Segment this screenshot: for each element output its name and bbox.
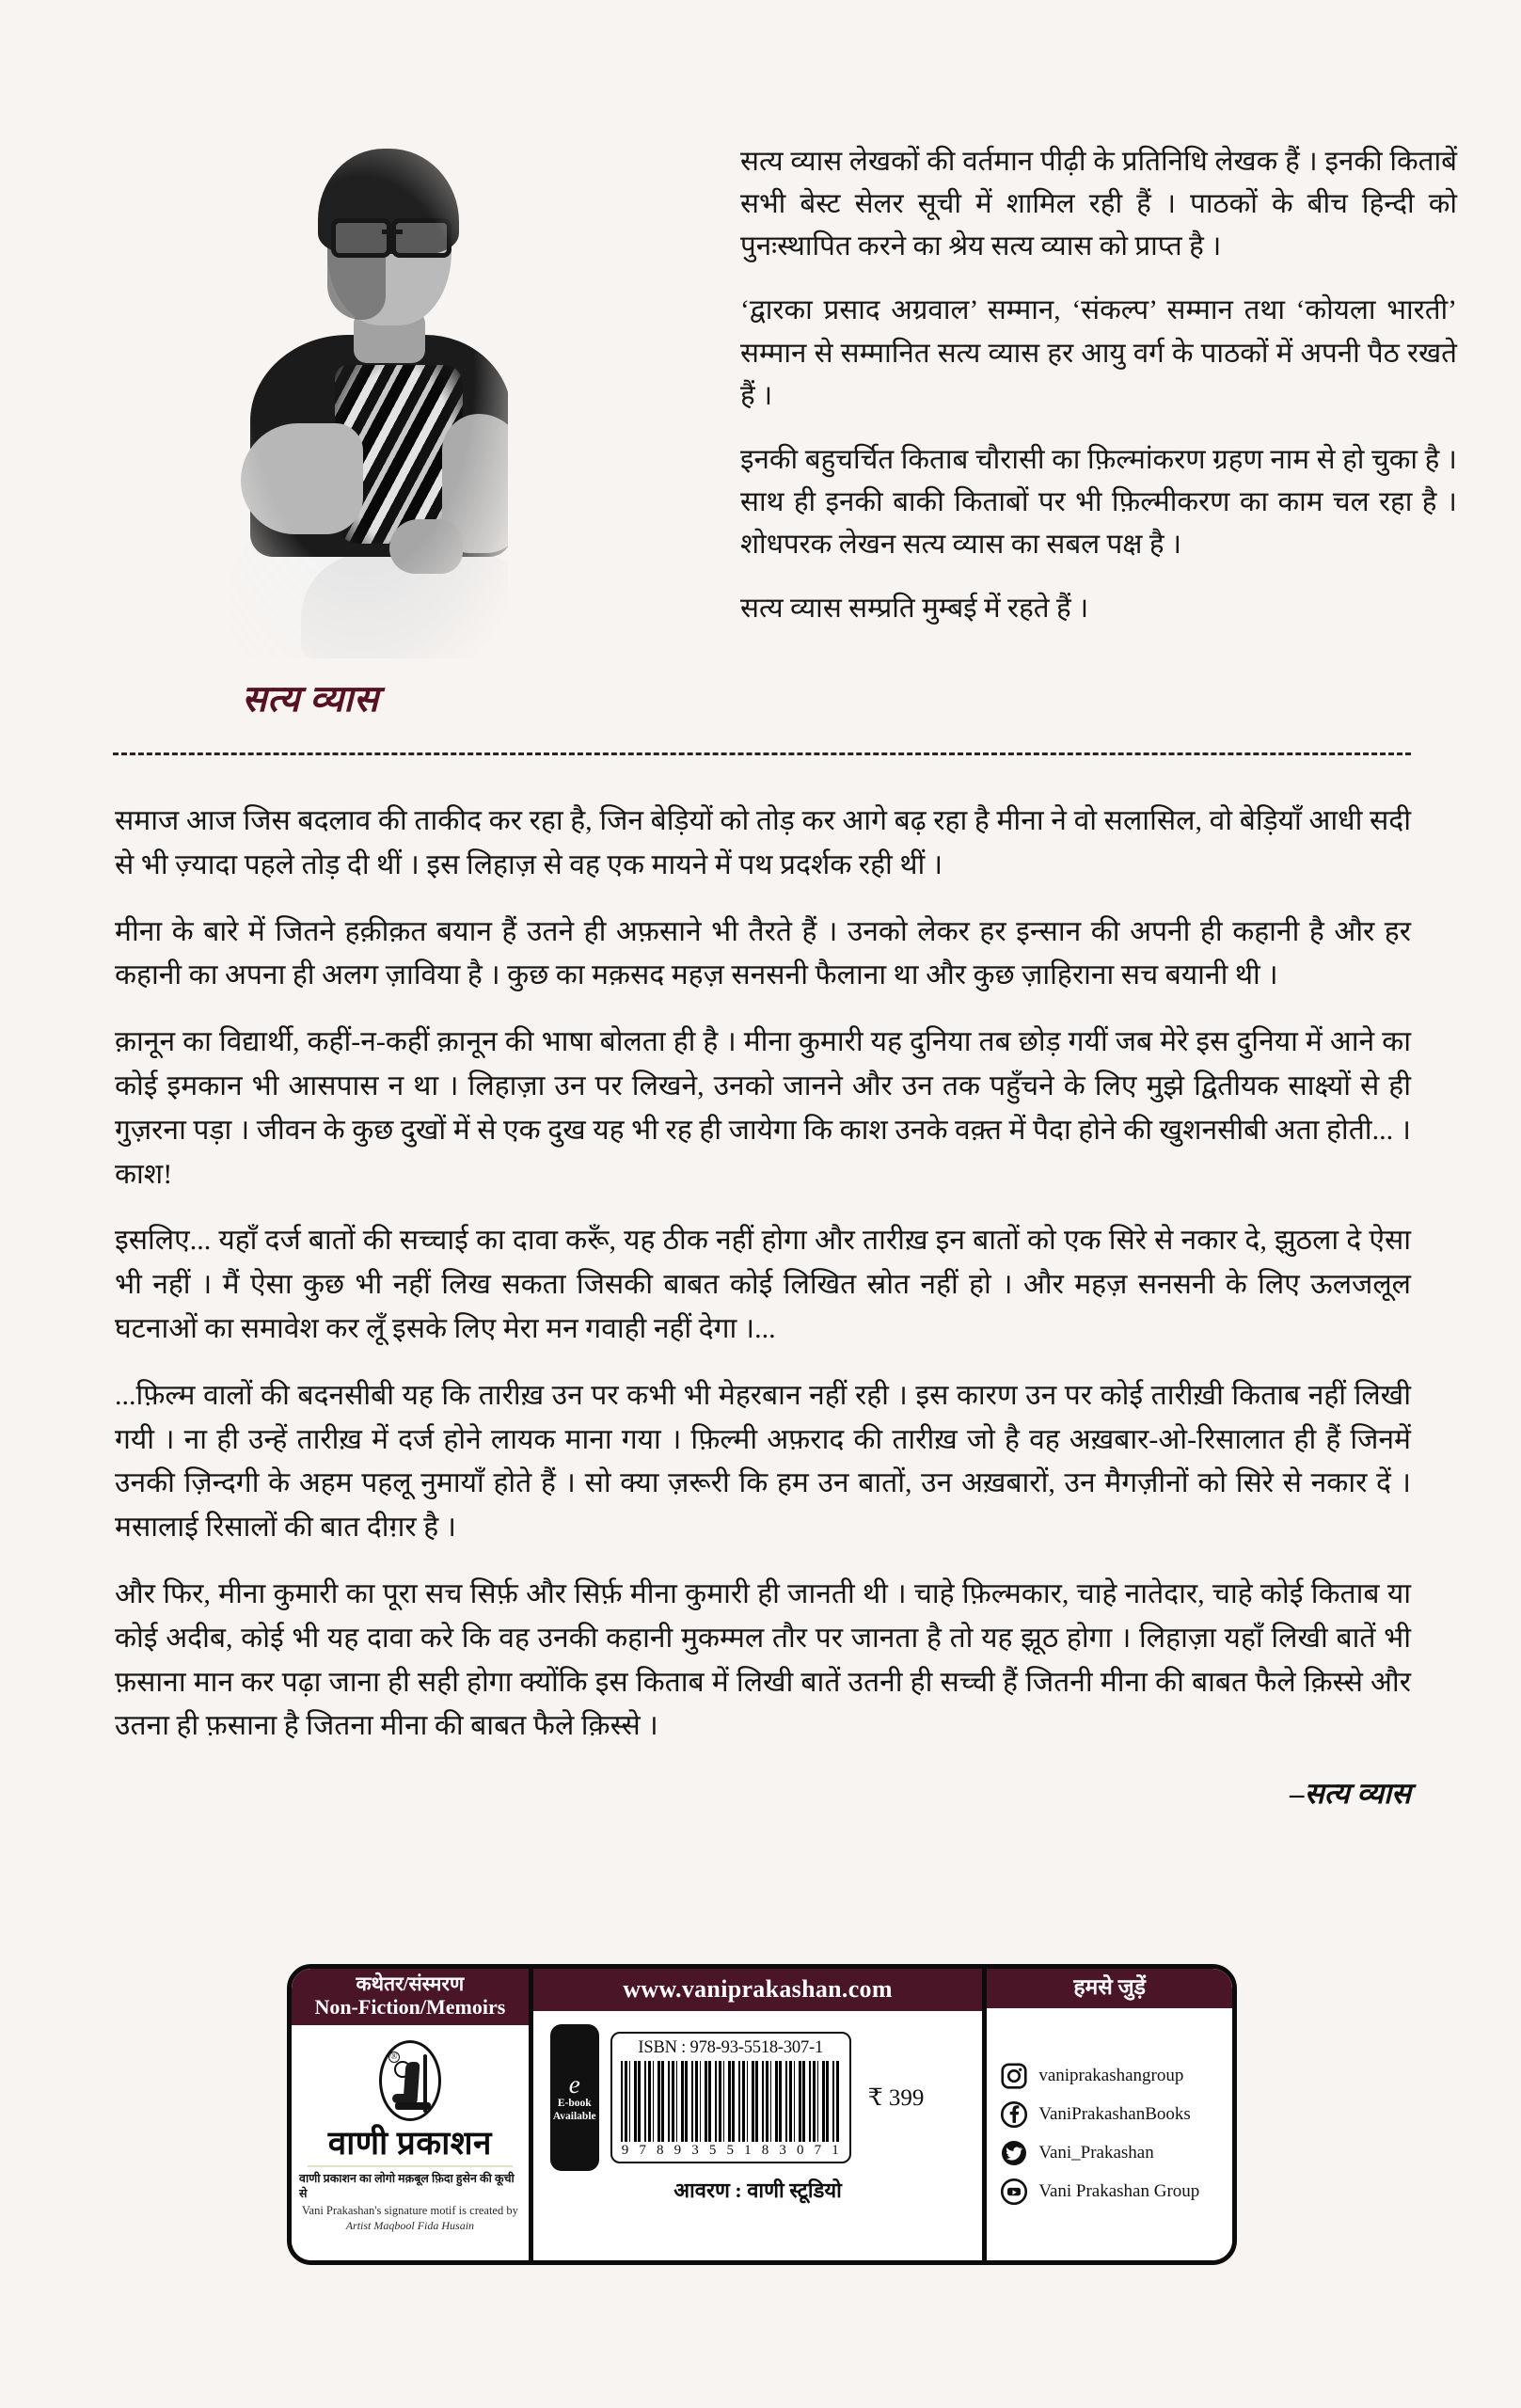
barcode-digit: 0 <box>796 2143 805 2159</box>
social-link-youtube[interactable] <box>1000 2178 1199 2206</box>
author-name: सत्य व्यास <box>242 679 379 720</box>
portrait-left-arm <box>241 423 363 534</box>
publisher-name: वाणी प्रकाशन <box>327 2125 492 2162</box>
publisher-logo-area <box>292 2025 529 2260</box>
blurb-signature: –सत्य व्यास <box>1290 1777 1411 1811</box>
social-link-facebook[interactable] <box>1000 2100 1190 2129</box>
bio-paragraph-1: सत्य व्यास लेखकों की वर्तमान पीढ़ी के प्रतिनिधि लेखक हैं । इनकी किताबें सभी बेस्ट सेलर सूची में शामिल रही हैं । पाठकों के बीच हिन्दी को पुनःस्थापित करने का श्रेय सत्य व्यास को प्राप्त है । <box>740 147 1457 262</box>
logo-credit-hindi: वाणी प्रकाशन का लोगो मक़बूल फ़िदा हुसेन की कूची से <box>299 2172 515 2200</box>
social-links-area <box>987 2008 1232 2260</box>
publisher-info-strip <box>287 1964 1237 2265</box>
blurb-paragraph-5: ...फ़िल्म वालों की बदनसीबी यह कि तारीख़ उन पर कभी भी मेहरबान नहीं रही । इस कारण उन पर कोई तारीख़ी किताब नहीं लिखी गयी । ना ही उन्हें तारीख़ में दर्ज होने लायक माना गया । फ़िल्मी अफ़राद की तारीख़ जो है वह अख़बार-ओ-रिसालात ही हैं जिनमें उनकी ज़िन्दगी के अहम पहलू नुमायाँ होते हैं । सो क्या ज़रूरी कि हम उन बातों, उन अख़बारों, उन मैगज़ीनों को सिरे से नकार दें । मसालाई रिसालों की बात दीग़र है । <box>115 1379 1411 1544</box>
social-link-twitter[interactable] <box>1000 2139 1153 2167</box>
logo-credit-english-line1: Vani Prakashan's signature motif is created by <box>301 2204 518 2218</box>
ebook-available-badge <box>550 2024 599 2171</box>
blurb-paragraph-3: क़ानून का विद्यार्थी, कहीं-न-कहीं क़ानून की भाषा बोलता ही है । मीना कुमारी यह दुनिया तब छोड़ गयीं जब मेरे इस दुनिया में आने का कोई इमकान भी आसपास न था । लिहाज़ा उन पर लिखने, उनको जानने और उन तक पहुँचने के लिए मुझे द्वितीयक साक्ष्यों से ही गुज़रना पड़ा । जीवन के कुछ दुखों में से एक दुख यह भी रह ही जायेगा कि काश उनके वक़्त में पैदा होने की खुशनसीबी अता होती... । काश! <box>115 1026 1411 1190</box>
social-header: हमसे जुड़ें <box>987 1969 1232 2008</box>
ebook-label-line1: E-book <box>557 2097 592 2109</box>
barcode-digit: 8 <box>761 2143 770 2159</box>
barcode-digit: 7 <box>639 2143 647 2159</box>
barcode-digit: 1 <box>832 2143 840 2159</box>
twitter-icon <box>1000 2139 1028 2167</box>
barcode-digits <box>619 2143 843 2159</box>
social-link-instagram[interactable] <box>1000 2062 1183 2090</box>
author-bio <box>740 141 1457 630</box>
barcode-digit: 5 <box>726 2143 735 2159</box>
author-portrait-illustration <box>160 113 508 658</box>
barcode-digit: 8 <box>656 2143 665 2159</box>
emblem-base <box>395 2102 431 2110</box>
logo-credit-english-line2: Artist Maqbool Fida Husain <box>345 2218 475 2232</box>
barcode-digit: 5 <box>708 2143 718 2159</box>
social-media-box <box>987 1969 1232 2260</box>
category-hindi: कथेतर/संस्मरण <box>356 1972 465 1995</box>
youtube-handle: Vani Prakashan Group <box>1038 2181 1200 2202</box>
barcode-digit: 3 <box>779 2143 787 2159</box>
portrait-glasses-bridge <box>382 230 403 234</box>
twitter-handle: Vani_Prakashan <box>1038 2143 1154 2163</box>
facebook-icon <box>1000 2100 1028 2129</box>
logo-underline-rule <box>308 2165 513 2167</box>
barcode-digit: 3 <box>691 2143 700 2159</box>
author-photo <box>113 103 508 658</box>
category-header <box>292 1969 529 2025</box>
blurb-paragraph-2: मीना के बारे में जितने हक़ीक़त बयान हैं उतने ही अफ़साने भी तैरते हैं । उनको लेकर हर इन्सान की अपनी ही कहानी है और हर कहानी का अपना ही अलग ज़ाविया है । कुछ का मक़सद महज़ सनसनी फैलाना था और कुछ ज़ाहिराना सच बयानी थी । <box>115 915 1411 991</box>
portrait-glasses <box>329 218 453 250</box>
facebook-handle: VaniPrakashanBooks <box>1038 2104 1191 2125</box>
instagram-handle: vaniprakashangroup <box>1038 2066 1184 2086</box>
category-logo-box <box>292 1969 533 2260</box>
bio-paragraph-2: ‘द्वारका प्रसाद अग्रवाल’ सम्मान, ‘संकल्प’ सम्मान तथा ‘कोयला भारती’ सम्मान से सम्मानित सत्य व्यास हर आयु वर्ग के पाठकों में अपनी पैठ रखते हैं । <box>740 295 1457 411</box>
back-cover-blurb <box>115 800 1411 1813</box>
barcode-digit: 9 <box>621 2143 630 2159</box>
barcode-card <box>610 2032 851 2163</box>
blurb-paragraph-4: इसलिए... यहाँ दर्ज बातों की सच्चाई का दावा करूँ, यह ठीक नहीं होगा और तारीख़ इन बातों को एक सिरे से नकार दे, झुठला दे ऐसा भी नहीं । मैं ऐसा कुछ भी नहीं लिख सकता जिसकी बाबत कोई लिखित स्रोत नहीं हो । और महज़ सनसनी के लिए ऊलजलूल घटनाओं का समावेश कर लूँ इसके लिए मेरा मन गवाही नहीं देगा ।... <box>115 1225 1411 1344</box>
barcode-digit: 7 <box>814 2143 823 2159</box>
portrait-hand <box>389 519 463 574</box>
category-english: Non-Fiction/Memoirs <box>314 1994 506 2019</box>
youtube-icon <box>1000 2178 1028 2206</box>
isbn-barcode-box <box>533 1969 988 2260</box>
isbn-number: ISBN : 978-93-5518-307-1 <box>638 2038 824 2058</box>
instagram-icon <box>1000 2062 1028 2090</box>
bio-paragraph-4: सत्य व्यास सम्प्रति मुम्बई में रहते हैं । <box>740 594 1089 625</box>
section-divider <box>113 752 1411 755</box>
bio-paragraph-3: इनकी बहुचर्चित किताब चौरासी का फ़िल्मांकरण ग्रहण नाम से हो चुका है । साथ ही इनकी बाकी किताबों पर भी फ़िल्मीकरण का काम चल रहा है । शोधपरक लेखन सत्य व्यास का सबल पक्ष है । <box>740 444 1457 560</box>
ebook-e-icon: e <box>568 2069 580 2099</box>
vani-prakashan-emblem-icon <box>379 2040 441 2121</box>
barcode-area <box>533 2011 983 2260</box>
website-header[interactable]: www.vaniprakashan.com <box>533 1969 983 2011</box>
barcode-bars <box>621 2061 841 2142</box>
blurb-paragraph-6: और फिर, मीना कुमारी का पूरा सच सिर्फ़ और सिर्फ़ मीना कुमारी ही जानती थी । चाहे फ़िल्मकार, चाहे नातेदार, चाहे कोई किताब या कोई अदीब, कोई भी यह दावा करे कि वह उनकी कहानी मुकम्मल तौर पर जानता है तो यह झूठ होगा । लिहाज़ा यहाँ लिखी बातें भी फ़साना मान कर पढ़ा जाना ही सही होगा क्योंकि इस किताब में लिखी बातें उतनी ही सच्ची हैं जितनी मीना की बाबत फैले क़िस्से और उतना ही फ़साना है जितना मीना की बाबत फैले क़िस्से । <box>115 1577 1411 1742</box>
author-section <box>0 0 1521 752</box>
author-photo-container <box>113 103 508 658</box>
blurb-paragraph-1: समाज आज जिस बदलाव की ताकीद कर रहा है, जिन बेड़ियों को तोड़ कर आगे बढ़ रहा है मीना ने वो सलासिल, वो बेड़ियाँ आधी सदी से भी ज़्यादा पहले तोड़ दी थीं । इस लिहाज़ से वह एक मायने में पथ प्रदर्शक रही थीं । <box>115 805 1411 880</box>
ebook-label-line2: Available <box>552 2111 596 2123</box>
barcode-digit: 1 <box>744 2143 753 2159</box>
barcode-digit: 9 <box>673 2143 683 2159</box>
cover-design-credit: आवरण : वाणी स्टूडियो <box>673 2178 842 2203</box>
registered-trademark-icon: ® <box>388 2052 400 2063</box>
barcode-row <box>541 2017 975 2171</box>
price-label: ₹ 399 <box>867 2085 925 2112</box>
